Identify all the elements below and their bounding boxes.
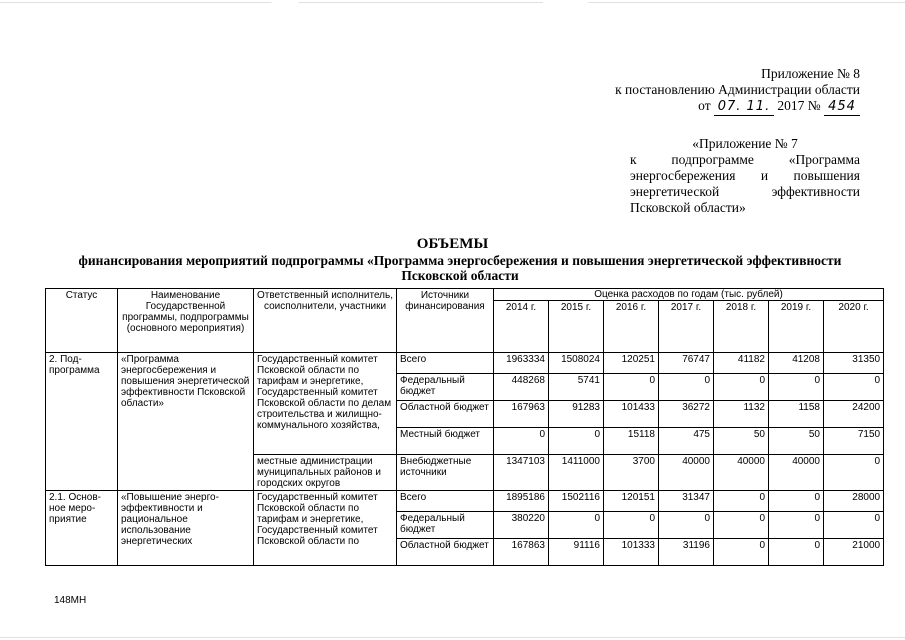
- handwritten-number: 454: [824, 99, 860, 116]
- value-cell: 40000: [769, 455, 824, 491]
- value-cell: 380220: [494, 512, 549, 539]
- value-cell: 0: [769, 512, 824, 539]
- value-cell: 1158: [769, 401, 824, 428]
- value-cell: 1508024: [549, 353, 604, 374]
- header-year: 2014 г.: [494, 301, 549, 353]
- value-cell: 1502116: [549, 491, 604, 512]
- program-name-cell: «Повышение энерго-эффективности и рациональное использование энергетических: [118, 491, 254, 566]
- appendix-8-decree: к постановлению Администрации области: [615, 82, 860, 97]
- value-cell: 1963334: [494, 353, 549, 374]
- value-cell: 167863: [494, 539, 549, 566]
- source-cell: Федеральный бюджет: [397, 374, 494, 401]
- table-row: [46, 353, 884, 374]
- value-cell: 41208: [769, 353, 824, 374]
- value-cell: 76747: [659, 353, 714, 374]
- status-cell: 2.1. Основ-ное меро-приятие: [46, 491, 118, 566]
- value-cell: 0: [714, 539, 769, 566]
- header-year: 2019 г.: [769, 301, 824, 353]
- value-cell: 28000: [824, 491, 884, 512]
- status-cell: 2. Под-программа: [46, 353, 118, 491]
- header-executor: Ответственный исполнитель, соисполнители, участники: [254, 289, 397, 353]
- value-cell: 0: [549, 512, 604, 539]
- header-year: 2015 г.: [549, 301, 604, 353]
- value-cell: 40000: [714, 455, 769, 491]
- appendix-7-line4: энергетической эффективности: [630, 184, 860, 199]
- value-cell: 41182: [714, 353, 769, 374]
- header-name: Наименование Государственной программы, подпрограммы (основного мероприятия): [118, 289, 254, 353]
- appendix-7-header: [630, 136, 860, 216]
- value-cell: 0: [769, 539, 824, 566]
- value-cell: 120251: [604, 353, 659, 374]
- value-cell: 0: [769, 374, 824, 401]
- footer-code: 148МН: [54, 595, 87, 606]
- scan-artifact-line: [0, 637, 905, 638]
- value-cell: 0: [769, 491, 824, 512]
- source-cell: Местный бюджет: [397, 428, 494, 455]
- appendix-7-line5: Псковской области»: [630, 200, 746, 215]
- value-cell: 0: [659, 374, 714, 401]
- value-cell: 1347103: [494, 455, 549, 491]
- value-cell: 0: [714, 512, 769, 539]
- value-cell: 167963: [494, 401, 549, 428]
- value-cell: 3700: [604, 455, 659, 491]
- appendix-8-date-line: [590, 98, 860, 116]
- value-cell: 1411000: [549, 455, 604, 491]
- header-year: 2017 г.: [659, 301, 714, 353]
- value-cell: 0: [549, 428, 604, 455]
- value-cell: 475: [659, 428, 714, 455]
- value-cell: 1132: [714, 401, 769, 428]
- value-cell: 0: [824, 374, 884, 401]
- value-cell: 448268: [494, 374, 549, 401]
- value-cell: 101433: [604, 401, 659, 428]
- header-year: 2016 г.: [604, 301, 659, 353]
- table-row: [46, 491, 884, 512]
- executor-cell: Государственный комитет Псковской области по тарифам и энергетике, Государственный комитет Псковской области по делам строительства и жилищно-коммунального хозяйства,: [254, 353, 397, 455]
- appendix-8-header: [590, 66, 860, 116]
- header-year: 2018 г.: [714, 301, 769, 353]
- value-cell: 0: [494, 428, 549, 455]
- value-cell: 40000: [659, 455, 714, 491]
- header-year: 2020 г.: [824, 301, 884, 353]
- value-cell: 15118: [604, 428, 659, 455]
- value-cell: 91116: [549, 539, 604, 566]
- value-cell: 0: [714, 374, 769, 401]
- header-estimate: Оценка расходов по годам (тыс. рублей): [494, 289, 884, 301]
- document-title: ОБЪЕМЫ: [416, 236, 489, 252]
- source-cell: Областной бюджет: [397, 539, 494, 566]
- executor-cell: Государственный комитет Псковской области по тарифам и энергетике, Государственный комитет Псковской области по: [254, 491, 397, 566]
- scan-artifact-line: [0, 2, 905, 3]
- appendix-7-title: «Приложение № 7: [692, 136, 798, 151]
- executor-extra-cell: местные администрации муниципальных районов и городских округов: [254, 455, 397, 491]
- document-subtitle: финансирования мероприятий подпрограммы «Программа энергосбережения и повышения энергетической эффективности Псковской области: [78, 253, 842, 283]
- value-cell: 0: [604, 374, 659, 401]
- source-cell: Областной бюджет: [397, 401, 494, 428]
- value-cell: 0: [659, 512, 714, 539]
- value-cell: 31347: [659, 491, 714, 512]
- value-cell: 0: [824, 512, 884, 539]
- financing-table: [45, 288, 884, 566]
- program-name-cell: «Программа энергосбережения и повышения энергетической эффективности Псковской области»: [118, 353, 254, 491]
- value-cell: 0: [714, 491, 769, 512]
- appendix-7-line2: к подпрограмме «Программа: [630, 152, 860, 167]
- value-cell: 36272: [659, 401, 714, 428]
- value-cell: 50: [769, 428, 824, 455]
- from-label: от: [698, 98, 711, 113]
- value-cell: 0: [604, 512, 659, 539]
- value-cell: 21000: [824, 539, 884, 566]
- source-cell: Всего: [397, 491, 494, 512]
- value-cell: 91283: [549, 401, 604, 428]
- value-cell: 31350: [824, 353, 884, 374]
- year-label: 2017 №: [777, 98, 821, 113]
- value-cell: 7150: [824, 428, 884, 455]
- header-status: Статус: [46, 289, 118, 353]
- header-sources: Источники финансирования: [397, 289, 494, 353]
- handwritten-date: 07. 11.: [714, 99, 774, 116]
- value-cell: 24200: [824, 401, 884, 428]
- value-cell: 50: [714, 428, 769, 455]
- source-cell: Всего: [397, 353, 494, 374]
- value-cell: 31196: [659, 539, 714, 566]
- value-cell: 120151: [604, 491, 659, 512]
- source-cell: Внебюджетные источники: [397, 455, 494, 491]
- appendix-7-line3: энергосбережения и повышения: [630, 168, 860, 183]
- source-cell: Федеральный бюджет: [397, 512, 494, 539]
- value-cell: 5741: [549, 374, 604, 401]
- value-cell: 0: [824, 455, 884, 491]
- value-cell: 101333: [604, 539, 659, 566]
- appendix-8-title: Приложение № 8: [761, 66, 860, 81]
- value-cell: 1895186: [494, 491, 549, 512]
